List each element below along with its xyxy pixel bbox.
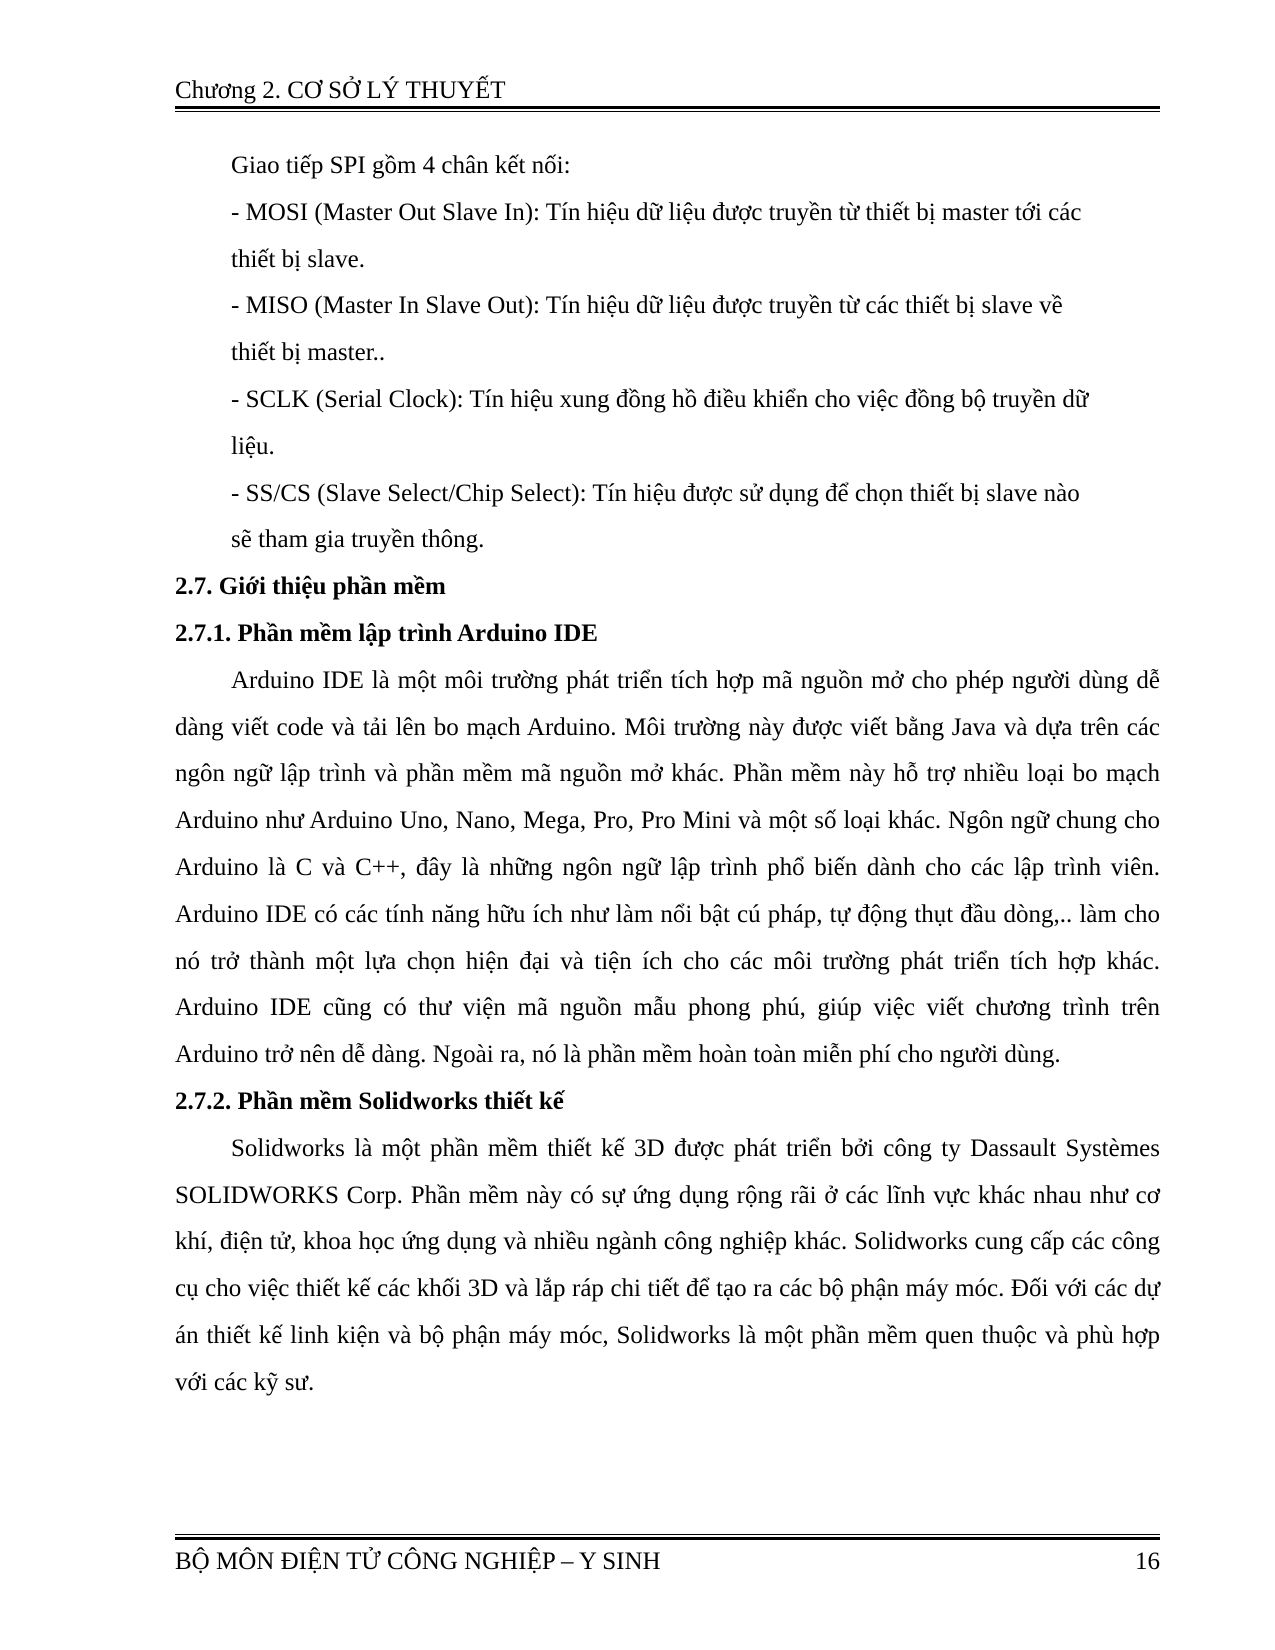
section-heading-2-7-1: 2.7.1. Phần mềm lập trình Arduino IDE (175, 619, 598, 647)
spi-intro: Giao tiếp SPI gồm 4 chân kết nối: (231, 152, 571, 179)
page-body (175, 143, 1160, 1407)
spi-item-sclk-line2: liệu. (231, 432, 275, 460)
header-chapter-title: Chương 2. CƠ SỞ LÝ THUYẾT (175, 77, 506, 104)
section-heading-2-7: 2.7. Giới thiệu phần mềm (175, 573, 446, 601)
spi-item-miso-line1: - MISO (Master In Slave Out): Tín hiệu dữ liệu được truyền từ các thiết bị slave về (231, 292, 1063, 320)
footer-department: BỘ MÔN ĐIỆN TỬ CÔNG NGHIỆP – Y SINH (175, 1548, 661, 1575)
page-number: 16 (1135, 1548, 1160, 1575)
header-divider (175, 106, 1160, 109)
spi-item-ss-line2: sẽ tham gia truyền thông. (231, 526, 485, 554)
solidworks-paragraph: Solidworks là một phần mềm thiết kế 3D được phát triển bởi công ty Dassault Systèmes SOLIDWORKS Corp. Phần mềm này có sự ứng dụng rộng rãi ở các lĩnh vực khác nhau như cơ khí, điện tử, khoa học ứng dụng và nhiều ngành công nghiệp khác. Solidworks cung cấp các công cụ cho việc thiết kế các khối 3D và lắp ráp chi tiết để tạo ra các bộ phận máy móc. Đối với các dự án thiết kế linh kiện và bộ phận máy móc, Solidworks là một phần mềm quen thuộc và phù hợp với các kỹ sư. (175, 1134, 1160, 1396)
spi-item-mosi-line2: thiết bị slave. (231, 245, 365, 273)
section-heading-2-7-2: 2.7.2. Phần mềm Solidworks thiết kế (175, 1087, 564, 1115)
spi-item-mosi-line1: - MOSI (Master Out Slave In): Tín hiệu dữ liệu được truyền từ thiết bị master tới các (231, 198, 1082, 226)
spi-item-sclk-line1: - SCLK (Serial Clock): Tín hiệu xung đồng hồ điều khiển cho việc đồng bộ truyền dữ (231, 385, 1089, 413)
header-divider-thin (175, 111, 1160, 112)
spi-item-ss-line1: - SS/CS (Slave Select/Chip Select): Tín hiệu được sử dụng để chọn thiết bị slave nào (231, 479, 1080, 507)
spi-item-miso-line2: thiết bị master.. (231, 339, 386, 367)
footer-divider-thin (175, 1534, 1160, 1535)
footer-divider (175, 1537, 1160, 1540)
arduino-ide-paragraph: Arduino IDE là một môi trường phát triển tích hợp mã nguồn mở cho phép người dùng dễ dàng viết code và tải lên bo mạch Arduino. Môi trường này được viết bằng Java và dựa trên các ngôn ngữ lập trình và phần mềm mã nguồn mở khác. Phần mềm này hỗ trợ nhiều loại bo mạch Arduino như Arduino Uno, Nano, Mega, Pro, Pro Mini và một số loại khác. Ngôn ngữ chung cho Arduino là C và C++, đây là những ngôn ngữ lập trình phổ biến dành cho các lập trình viên. Arduino IDE có các tính năng hữu ích như làm nổi bật cú pháp, tự động thụt đầu dòng,.. làm cho nó trở thành một lựa chọn hiện đại và tiện ích cho các môi trường phát triển tích hợp khác. Arduino IDE cũng có thư viện mã nguồn mẫu phong phú, giúp việc viết chương trình trên Arduino trở nên dễ dàng. Ngoài ra, nó là phần mềm hoàn toàn miễn phí cho người dùng. (175, 666, 1160, 1069)
